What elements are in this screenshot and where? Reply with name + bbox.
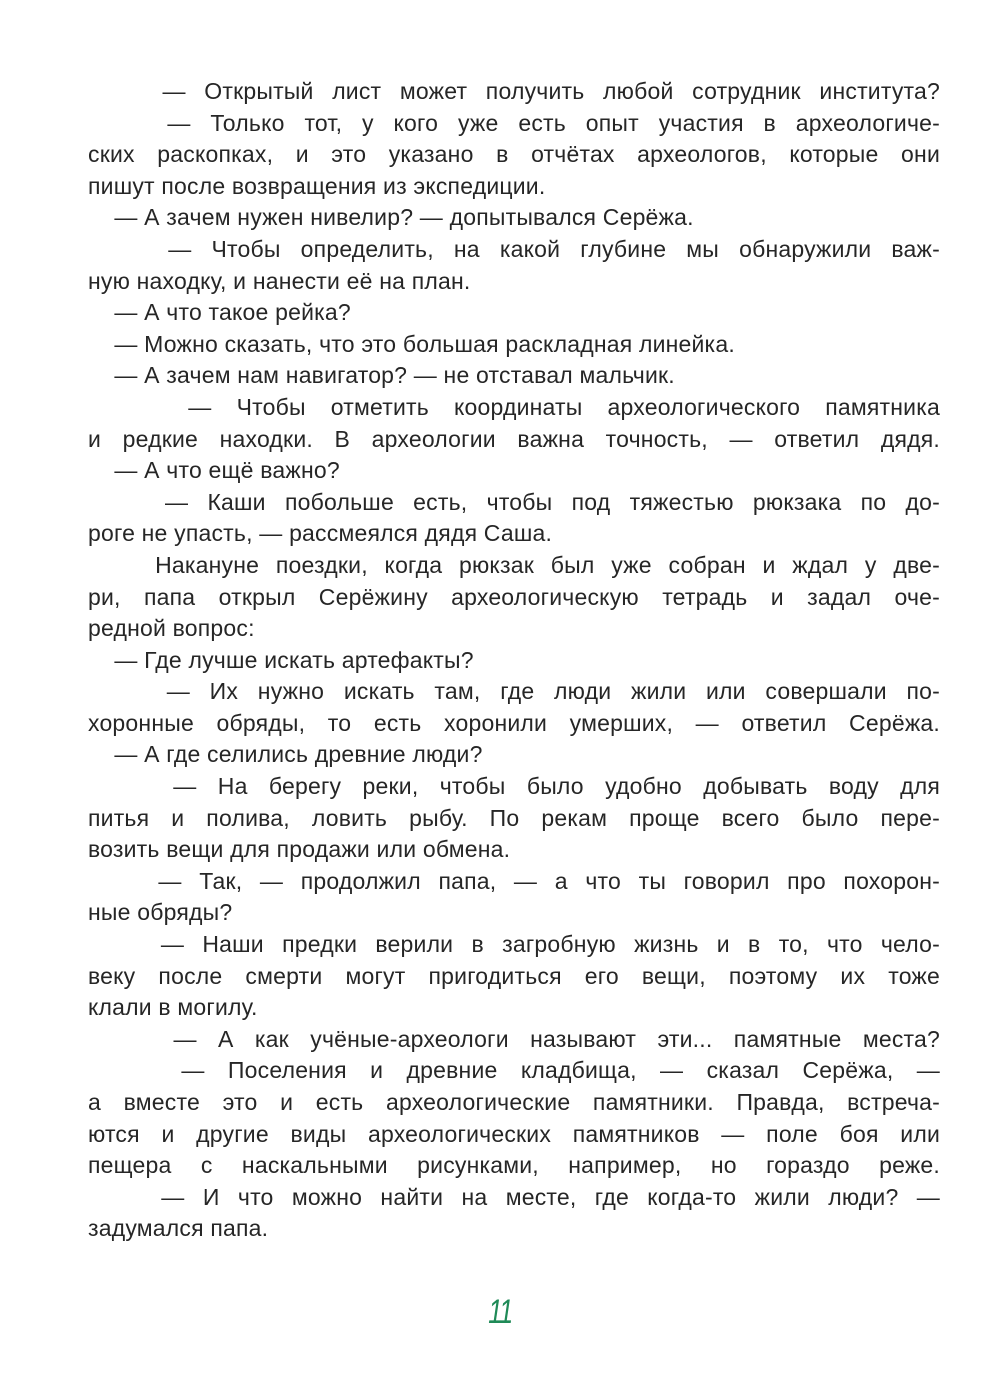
text-line: ри, папа открыл Серёжину археологическую тетрадь и задал оче- xyxy=(88,583,940,610)
text-line: — Поселения и древние кладбища, — сказал Серёжа, — xyxy=(88,1057,940,1084)
text-line: а вместе это и есть археологические памятники. Правда, встреча- xyxy=(88,1089,940,1115)
text-line: — Чтобы определить, на какой глубине мы обнаружили важ- xyxy=(88,235,940,262)
text-line: — Чтобы отметить координаты археологического памятника xyxy=(88,393,940,420)
text-line: и редкие находки. В археологии важна точность, — ответил дядя. xyxy=(88,425,940,452)
text-line: — Их нужно искать там, где люди жили или совершали по- xyxy=(88,678,940,705)
text-line: — Каши побольше есть, чтобы под тяжестью рюкзака по до- xyxy=(88,488,940,515)
text-line: редной вопрос: xyxy=(88,615,255,642)
text-line: — Можно сказать, что это большая раскладная линейка. xyxy=(88,330,735,357)
text-line: пещера с наскальными рисунками, например, но гораздо реже. xyxy=(88,1152,940,1179)
text-line: — А где селились древние люди? xyxy=(88,741,483,768)
text-line: — А что ещё важно? xyxy=(88,457,340,484)
text-line: — Где лучше искать артефакты? xyxy=(88,646,474,673)
text-line: ются и другие виды археологических памятников — поле боя или xyxy=(88,1120,940,1147)
text-line: — На берегу реки, чтобы было удобно добывать воду для xyxy=(88,773,940,800)
text-line: возить вещи для продажи или обмена. xyxy=(88,836,511,863)
text-line: веку после смерти могут пригодиться его вещи, поэтому их тоже xyxy=(88,962,940,989)
text-line: хоронные обряды, то есть хоронили умерших, — ответил Серёжа. xyxy=(88,709,940,736)
text-line: роге не упасть, — рассмеялся дядя Саша. xyxy=(88,520,553,547)
text-line: ную находку, и нанести её на план. xyxy=(88,267,471,294)
text-line: клали в могилу. xyxy=(88,994,258,1021)
text-line: питья и полива, ловить рыбу. По рекам проще всего было пере- xyxy=(88,804,940,831)
text-line: — Открытый лист может получить любой сотрудник института? xyxy=(88,78,940,104)
page-number: 11 xyxy=(488,1293,512,1331)
page-text xyxy=(88,76,940,1245)
text-line: ные обряды? xyxy=(88,899,233,926)
text-line: пишут после возвращения из экспедиции. xyxy=(88,172,546,199)
text-line: — А как учёные-археологи называют эти... памятные места? xyxy=(88,1025,940,1052)
text-line: — А зачем нам навигатор? — не отставал мальчик. xyxy=(88,362,675,389)
text-line: Накануне поездки, когда рюкзак был уже собран и ждал у две- xyxy=(88,551,940,578)
text-line: ских раскопках, и это указано в отчётах археологов, которые они xyxy=(88,141,940,168)
text-line: — А зачем нужен нивелир? — допытывался Серёжа. xyxy=(88,204,694,231)
text-line: задумался папа. xyxy=(88,1215,269,1242)
text-line: — Так, — продолжил папа, — а что ты говорил про похорон- xyxy=(88,867,940,894)
text-line: — И что можно найти на месте, где когда-то жили люди? — xyxy=(88,1183,940,1210)
text-line: — Наши предки верили в загробную жизнь и в то, что чело- xyxy=(88,931,940,958)
text-line: — А что такое рейка? xyxy=(88,299,351,326)
text-line: — Только тот, у кого уже есть опыт участия в археологиче- xyxy=(88,109,940,136)
